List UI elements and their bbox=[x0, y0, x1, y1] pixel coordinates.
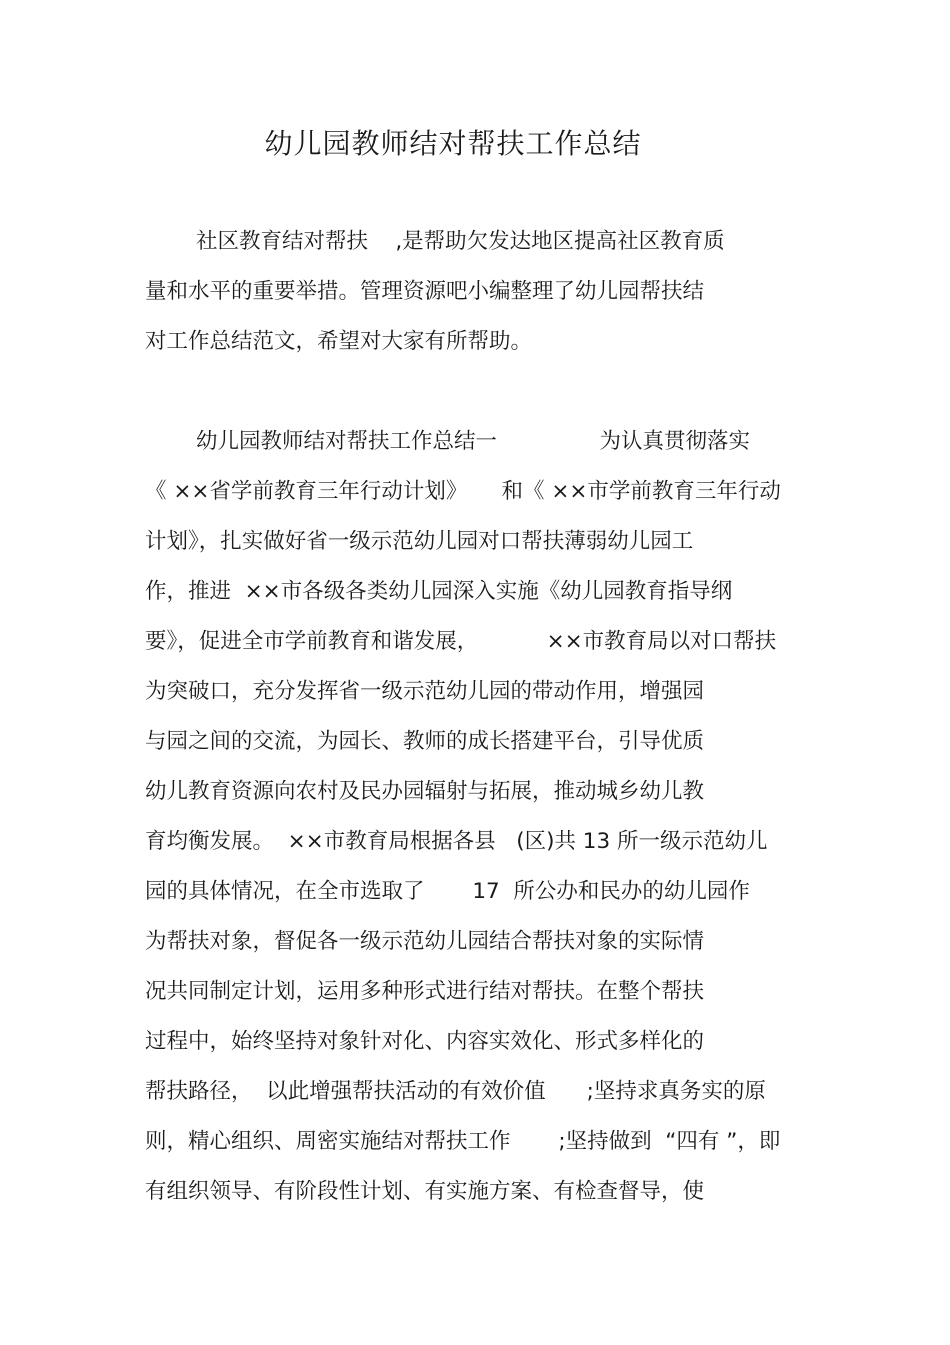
intro-line-1: 社区教育结对帮扶 ,是帮助欠发达地区提高社区教育质 bbox=[196, 229, 725, 254]
intro-line-2: 量和水平的重要举措。管理资源吧小编整理了幼儿园帮扶结 bbox=[145, 279, 705, 304]
body-line-1: 幼儿园教师结对帮扶工作总结一 为认真贯彻落实 bbox=[196, 429, 751, 454]
body-line-10: 园的具体情况，在全市选取了 17 所公办和民办的幼儿园作 bbox=[145, 879, 750, 904]
body-line-11: 为帮扶对象，督促各一级示范幼儿园结合帮扶对象的实际情 bbox=[145, 929, 705, 954]
body-line-8: 幼儿教育资源向农村及民办园辐射与拓展，推动城乡幼儿教 bbox=[145, 779, 705, 804]
body-line-5: 要》，促进全市学前教育和谐发展， ××市教育局以对口帮扶 bbox=[145, 629, 777, 654]
body-line-15: 则，精心组织、周密实施结对帮扶工作 ;坚持做到 “四有 ”，即 bbox=[145, 1129, 781, 1154]
body-line-16: 有组织领导、有阶段性计划、有实施方案、有检查督导，使 bbox=[145, 1179, 705, 1204]
body-line-9: 育均衡发展。 ××市教育局根据各县 (区)共 13 所一级示范幼儿 bbox=[145, 829, 768, 854]
document-title: 幼儿园教师结对帮扶工作总结 bbox=[264, 127, 642, 160]
body-line-14: 帮扶路径， 以此增强帮扶活动的有效价值 ;坚持求真务实的原 bbox=[145, 1079, 766, 1104]
body-line-7: 与园之间的交流，为园长、教师的成长搭建平台，引导优质 bbox=[145, 729, 705, 754]
body-line-6: 为突破口，充分发挥省一级示范幼儿园的带动作用，增强园 bbox=[145, 679, 705, 704]
intro-line-3: 对工作总结范文，希望对大家有所帮助。 bbox=[145, 329, 533, 354]
body-line-3: 计划》，扎实做好省一级示范幼儿园对口帮扶薄弱幼儿园工 bbox=[145, 529, 694, 554]
body-line-4: 作，推进 ××市各级各类幼儿园深入实施《幼儿园教育指导纲 bbox=[145, 579, 733, 604]
body-line-2: 《 ××省学前教育三年行动计划》 和《 ××市学前教育三年行动 bbox=[145, 479, 781, 504]
body-line-12: 况共同制定计划，运用多种形式进行结对帮扶。在整个帮扶 bbox=[145, 979, 705, 1004]
body-line-13: 过程中，始终坚持对象针对化、内容实效化、形式多样化的 bbox=[145, 1029, 705, 1054]
